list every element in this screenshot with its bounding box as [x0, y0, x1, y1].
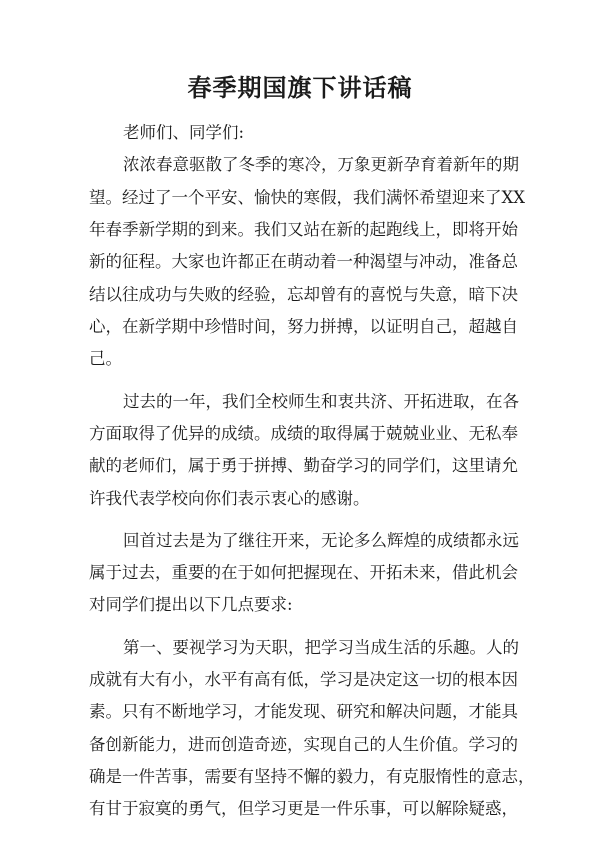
- paragraph-2-line-2: 方面取得了优异的成绩。成绩的取得属于兢兢业业、无私奉: [89, 423, 518, 443]
- paragraph-1-line-1: 浓浓春意驱散了冬季的寒冷，万象更新孕育着新年的期: [123, 155, 519, 175]
- paragraph-4-line-5: 确是一件苦事，需要有坚持不懈的毅力，有克服惰性的意志，: [89, 766, 535, 786]
- paragraph-2-line-3: 献的老师们，属于勇于拼搏、勤奋学习的同学们，这里请允: [89, 456, 518, 476]
- paragraph-1-line-7: 己。: [89, 349, 122, 369]
- greeting: 老师们、同学们:: [123, 123, 245, 142]
- paragraph-1-line-5: 结以往成功与失败的经验，忘却曾有的喜悦与失意，暗下决: [89, 284, 518, 304]
- paragraph-3-line-3: 对同学们提出以下几点要求:: [89, 595, 293, 615]
- paragraph-3-line-1: 回首过去是为了继往开来，无论多么辉煌的成绩都永远: [123, 530, 519, 550]
- paragraph-2-line-1: 过去的一年，我们全校师生和衷共济、开拓进取，在各: [123, 391, 519, 411]
- paragraph-2-line-4: 许我代表学校向你们表示衷心的感谢。: [89, 488, 370, 508]
- paragraph-1-line-4: 新的征程。大家也许都正在萌动着一种渴望与冲动，准备总: [89, 252, 518, 272]
- document-title: 春季期国旗下讲话稿: [187, 73, 413, 102]
- paragraph-4-line-4: 备创新能力，进而创造奇迹，实现自己的人生价值。学习的: [89, 734, 518, 754]
- paragraph-3-line-2: 属于过去，重要的在于如何把握现在、开拓未来，借此机会: [89, 563, 518, 583]
- paragraph-4-line-1: 第一、要视学习为天职，把学习当成生活的乐趣。人的: [123, 637, 519, 657]
- paragraph-1-line-6: 心，在新学期中珍惜时间，努力拼搏，以证明自己，超越自: [89, 317, 518, 337]
- paragraph-4-line-3: 素。只有不断地学习，才能发现、研究和解决问题，才能具: [89, 702, 518, 722]
- paragraph-4-line-6: 有甘于寂寞的勇气，但学习更是一件乐事，可以解除疑惑，: [89, 799, 518, 819]
- paragraph-4-line-2: 成就有大有小，水平有高有低，学习是决定这一切的根本因: [89, 669, 518, 689]
- paragraph-1-line-3: 年春季新学期的到来。我们又站在新的起跑线上，即将开始: [89, 220, 518, 240]
- paragraph-1-line-2: 望。经过了一个平安、愉快的寒假，我们满怀希望迎来了XX: [89, 187, 525, 207]
- document-body: [89, 117, 535, 826]
